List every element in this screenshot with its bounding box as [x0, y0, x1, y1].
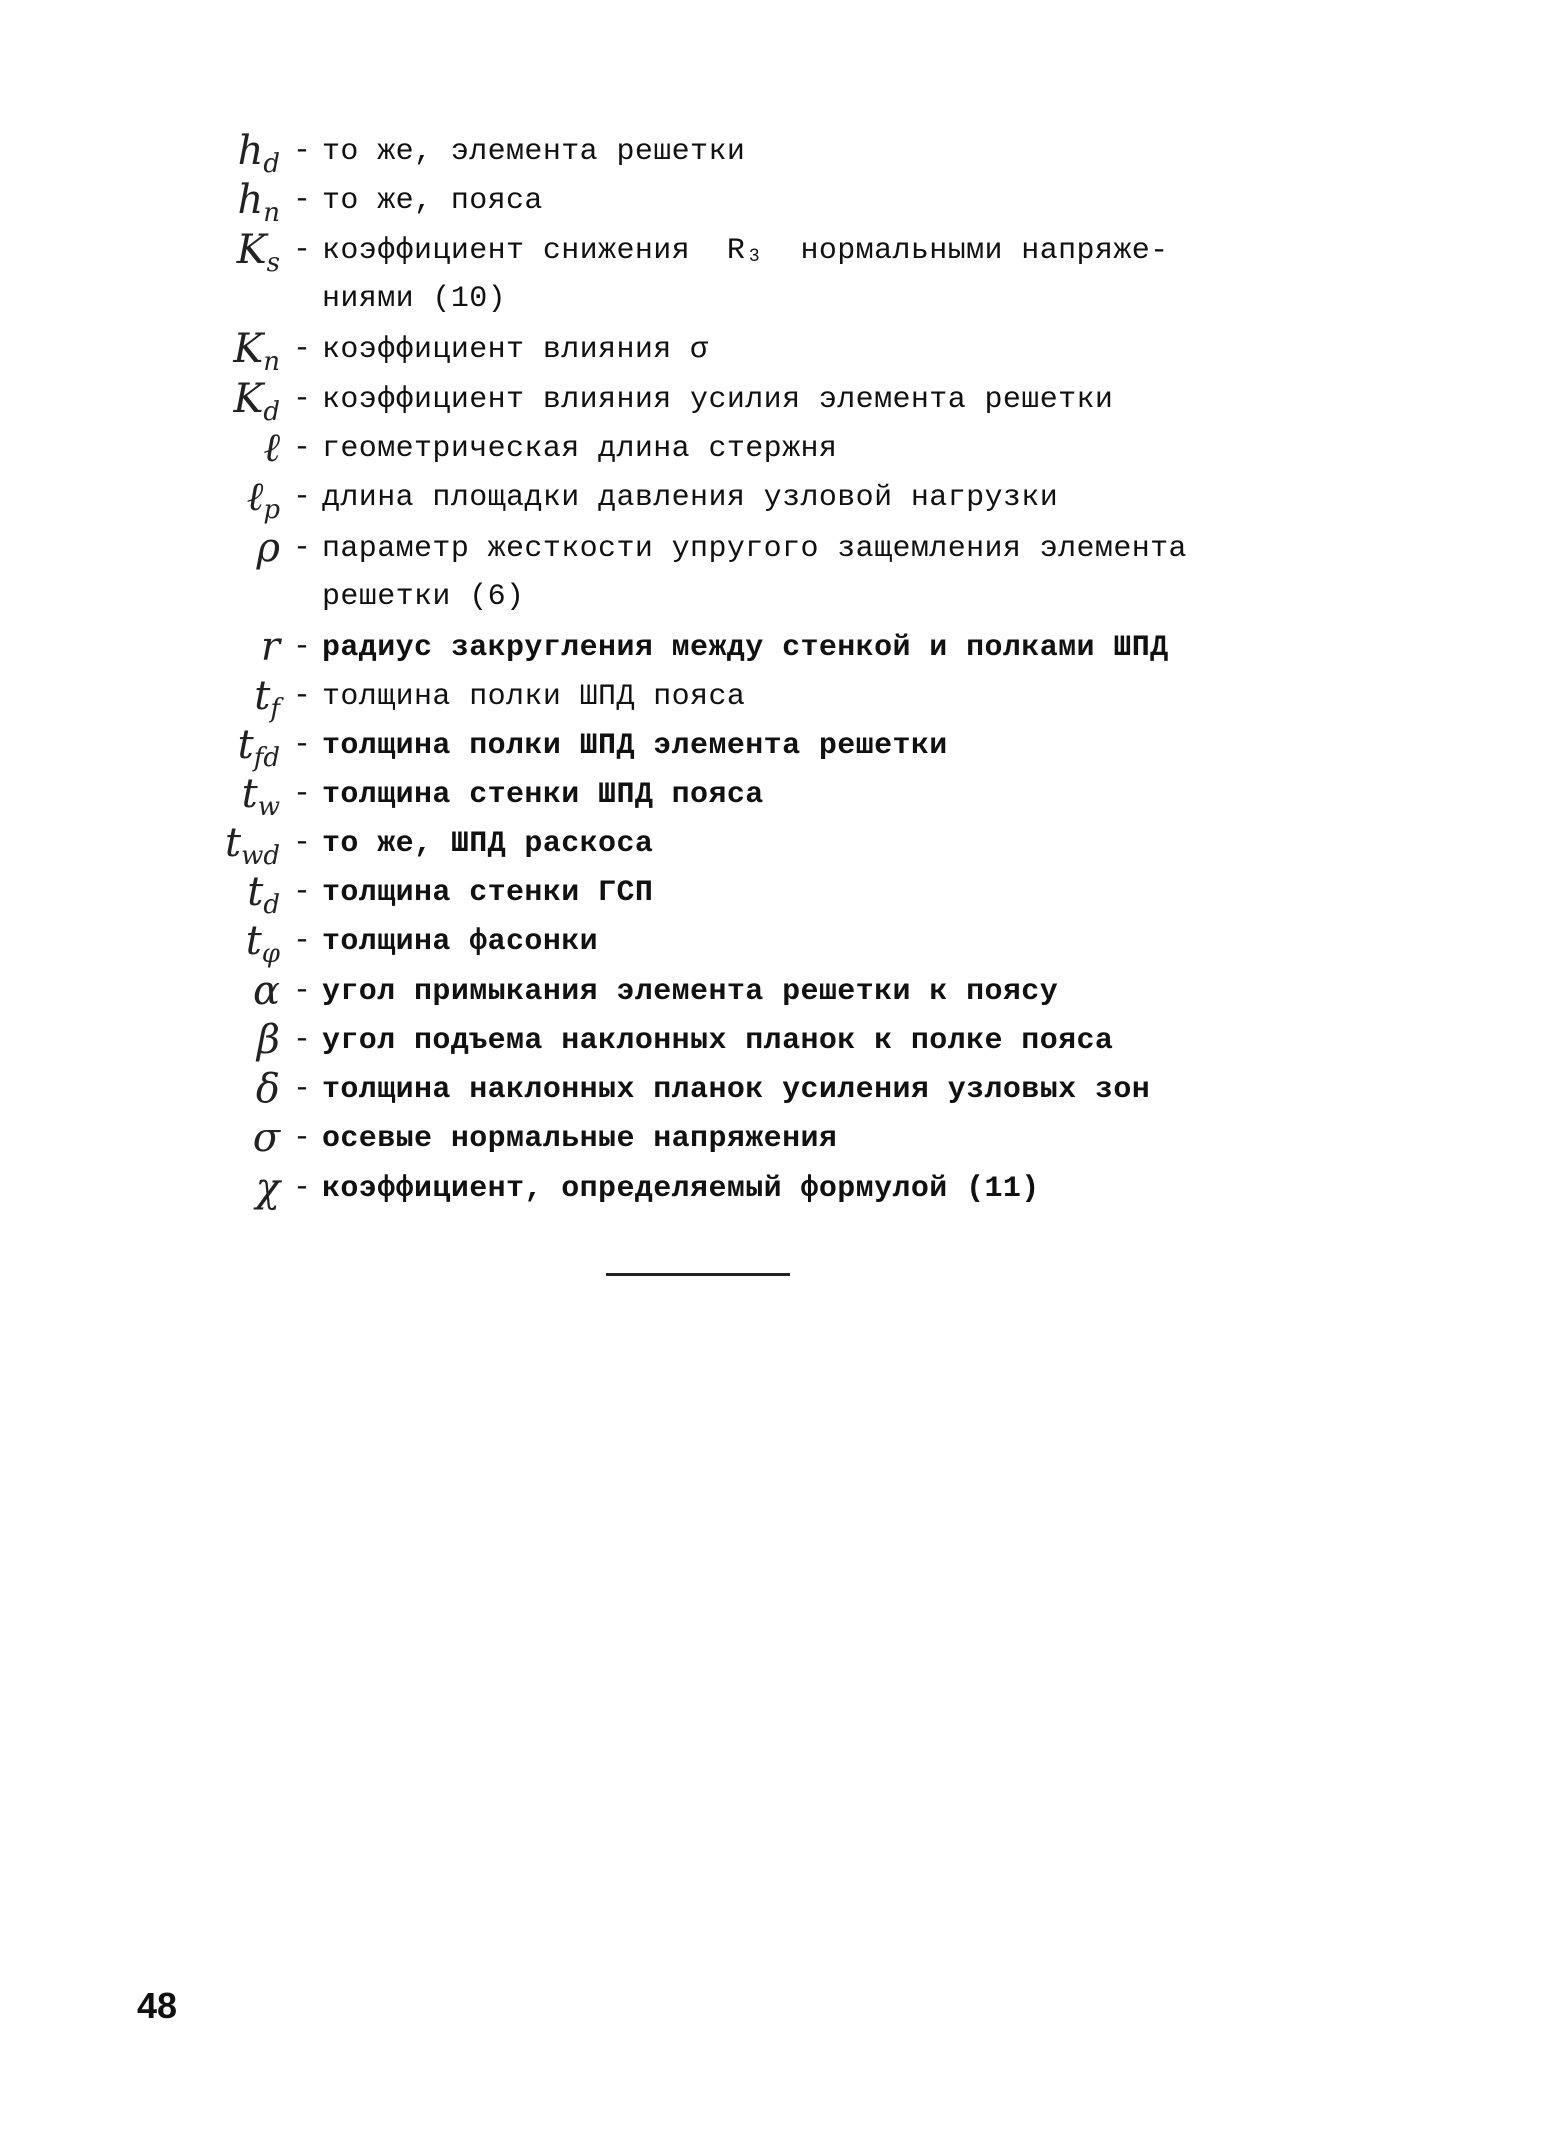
entry-twd	[170, 820, 1370, 871]
definition-text: толщина фасонки	[322, 925, 599, 959]
entry-tfd	[170, 722, 1370, 773]
symbol-twd: $t_{wd}$	[225, 820, 280, 871]
dash: -	[292, 431, 311, 465]
symbol-lp: ℓ$_p$	[246, 474, 280, 525]
entry-hn	[170, 177, 1370, 228]
definition-text: коэффициент влияния усилия элемента решетки	[322, 383, 1114, 417]
symbol-hd: $h_d$	[237, 128, 280, 179]
dash: -	[292, 826, 311, 860]
symbol-tfd: $t_{fd}$	[237, 722, 280, 773]
entry-kn	[170, 326, 1370, 377]
dash: -	[292, 1121, 311, 1155]
symbol-chi: χ	[255, 1165, 280, 1211]
definition-text: параметр жесткости упругого защемления элемента решетки (6)	[322, 532, 1187, 614]
symbol-ks: $K_s$	[236, 227, 280, 278]
definition-text: толщина полки ШПД пояса	[322, 680, 746, 714]
symbol-td: $t_d$	[247, 869, 280, 920]
definition-text: толщина наклонных планок усиления узловых зон	[322, 1073, 1151, 1107]
dash: -	[292, 777, 311, 811]
definition-text: геометрическая длина стержня	[322, 432, 838, 466]
symbol-kn: $K_n$	[233, 326, 280, 377]
entry-td	[170, 869, 1370, 920]
definition-text: коэффициент влияния σ	[322, 333, 709, 367]
entry-ks	[170, 227, 1370, 323]
dash: -	[292, 875, 311, 909]
dash: -	[292, 531, 311, 565]
dash: -	[292, 728, 311, 762]
symbol-sigma: σ	[252, 1115, 280, 1161]
dash: -	[292, 1171, 311, 1205]
entry-tf	[170, 673, 1370, 724]
dash: -	[292, 332, 311, 366]
symbol-kd: $K_d$	[233, 376, 280, 427]
entry-l	[170, 425, 1370, 471]
dash: -	[292, 134, 311, 168]
definition-text: толщина полки ШПД элемента решетки	[322, 729, 948, 763]
dash: -	[292, 233, 311, 267]
dash: -	[292, 183, 311, 217]
dash: -	[292, 630, 311, 664]
definition-text: то же, пояса	[322, 184, 543, 218]
symbol-rho: ρ	[256, 525, 280, 571]
entry-r	[170, 624, 1370, 670]
definition-text: угол подъема наклонных планок к полке пояса	[322, 1024, 1114, 1058]
definition-text: коэффициент, определяемый формулой (11)	[322, 1172, 1040, 1206]
entry-beta	[170, 1017, 1370, 1063]
dash: -	[292, 1072, 311, 1106]
entry-kd	[170, 376, 1370, 427]
definition-text: угол примыкания элемента решетки к поясу	[322, 975, 1059, 1009]
symbol-beta: β	[256, 1017, 280, 1063]
entry-alpha	[170, 968, 1370, 1014]
symbol-tphi: $t_\varphi$	[245, 918, 280, 969]
dash: -	[292, 480, 311, 514]
symbol-tf: $t_f$	[254, 673, 280, 724]
entry-lp	[170, 474, 1370, 525]
dash: -	[292, 974, 311, 1008]
definition-text: то же, ШПД раскоса	[322, 827, 654, 861]
definition-text: радиус закругления между стенкой и полками ШПД	[322, 631, 1169, 665]
definition-text: длина площадки давления узловой нагрузки	[322, 481, 1059, 515]
entry-sigma	[170, 1115, 1370, 1161]
symbol-r: r	[260, 624, 280, 670]
dash: -	[292, 382, 311, 416]
entry-delta	[170, 1066, 1370, 1112]
symbol-alpha: α	[252, 968, 280, 1014]
dash: -	[292, 924, 311, 958]
dash: -	[292, 1023, 311, 1057]
entry-tw	[170, 771, 1370, 822]
symbol-hn: $h_n$	[237, 177, 280, 228]
definition-text: коэффициент снижения R₃ нормальными напряже- ниями (10)	[322, 234, 1169, 316]
symbol-l: ℓ	[263, 425, 280, 471]
definition-text: осевые нормальные напряжения	[322, 1122, 838, 1156]
definition-text: толщина стенки ШПД пояса	[322, 778, 764, 812]
entry-rho	[170, 525, 1370, 621]
symbol-delta: δ	[255, 1066, 280, 1112]
entry-tphi	[170, 918, 1370, 969]
entry-chi	[170, 1165, 1370, 1211]
page-number: 48	[137, 1985, 178, 2026]
definition-text: то же, элемента решетки	[322, 135, 746, 169]
definition-text: толщина стенки ГСП	[322, 876, 654, 910]
symbol-tw: $t_w$	[241, 771, 280, 822]
dash: -	[292, 679, 311, 713]
end-rule	[606, 1273, 790, 1276]
entry-hd	[170, 128, 1370, 179]
